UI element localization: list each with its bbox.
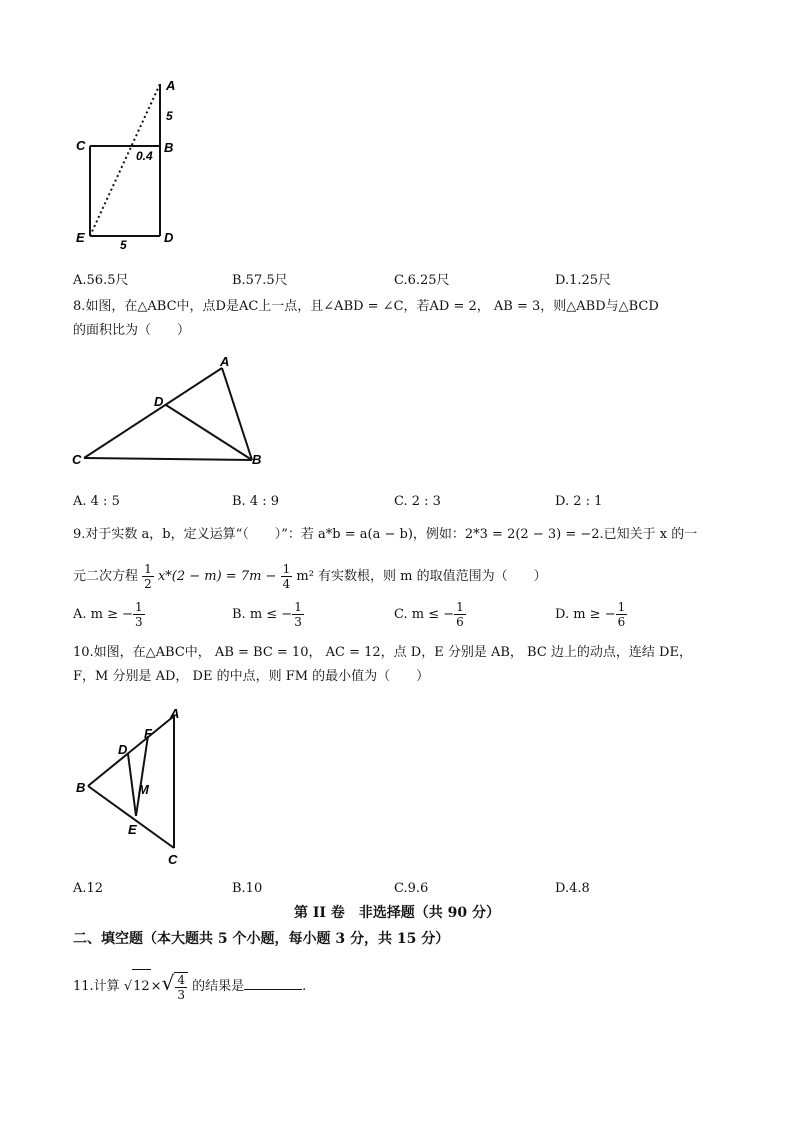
- q10-option-d: D.4.8: [555, 881, 590, 896]
- q11-answer-blank[interactable]: [244, 975, 302, 990]
- q11-stem: [73, 966, 306, 1004]
- q10-label-a: A: [170, 706, 180, 721]
- q10-stem-line1: 10.如图，在△ABC中， AB = BC = 10， AC = 12，点 D，E 分别是 AB， BC 边上的动点，连结 DE，: [73, 645, 692, 660]
- q7-label-c: C: [76, 138, 86, 153]
- q11-post: 的结果是: [192, 979, 245, 994]
- q7-option-b: B.57.5尺: [232, 273, 288, 288]
- q10-stem-line2: F，M 分别是 AD， DE 的中点，则 FM 的最小值为（ ）: [73, 669, 430, 684]
- q7-option-d: D.1.25尺: [555, 273, 612, 288]
- q9-line2-mid: x*(2 − m) = 7m −: [157, 569, 277, 584]
- q7-label-len-cb: 0.4: [136, 149, 153, 163]
- q8-option-c: C. 2 : 3: [394, 494, 441, 509]
- section2-title: 二、填空题（本大题共 5 个小题，每小题 3 分，共 15 分）: [73, 931, 450, 947]
- q9-stem-line1: 9.对于实数 a，b，定义运算“（ ）”：若 a*b = a(a − b)，例如：2*3 = 2(2 − 3) = −2.已知关于 x 的一: [73, 527, 698, 542]
- q9-stem-line2: [73, 560, 547, 594]
- q11-pre: 11.计算: [73, 979, 120, 994]
- q10-label-b: B: [76, 780, 86, 795]
- q7-label-a: A: [166, 78, 176, 93]
- q10-label-m: M: [138, 782, 149, 797]
- q10-figure: [70, 702, 194, 868]
- q9-option-a: A. m ≥ − $\frac{1}{3}$: [73, 600, 143, 629]
- q11-frac: $\frac{4}{3}$: [174, 972, 188, 1002]
- q10-label-c: C: [168, 852, 178, 867]
- q8-label-a: A: [220, 354, 230, 369]
- q9-frac-half: $\frac{1}{2}$: [144, 562, 152, 591]
- q7-figure: [72, 76, 182, 252]
- q10-option-c: C.9.6: [394, 881, 429, 896]
- q8-option-b: B. 4 : 9: [232, 494, 280, 509]
- q11-sqrt-12: √12: [124, 979, 151, 994]
- q9-line2-post: m² 有实数根，则 m 的取值范围为（ ）: [296, 569, 547, 584]
- q9-line2-pre: 元二次方程: [73, 569, 139, 584]
- q10-option-b: B.10: [232, 881, 263, 896]
- q10-option-a: A.12: [73, 881, 104, 896]
- q9-option-b: B. m ≤ − $\frac{1}{3}$: [232, 600, 302, 629]
- q8-figure: [68, 352, 274, 470]
- q11-end: .: [302, 979, 307, 994]
- q11-sqrt-frac: √: [161, 971, 175, 995]
- q8-label-c: C: [72, 452, 82, 467]
- q7-label-len-ed: 5: [120, 238, 127, 252]
- q10-label-d: D: [118, 742, 128, 757]
- q7-label-b: B: [164, 140, 174, 155]
- q7-option-a: A.56.5尺: [73, 273, 129, 288]
- q9-option-c: C. m ≤ − $\frac{1}{6}$: [394, 600, 464, 629]
- q11-times: ×: [150, 979, 162, 994]
- q7-label-e: E: [76, 230, 85, 245]
- q7-label-len-ab: 5: [166, 109, 173, 123]
- q7-label-d: D: [164, 230, 174, 245]
- q10-label-e: E: [128, 822, 137, 837]
- q8-option-d: D. 2 : 1: [555, 494, 603, 509]
- q8-label-b: B: [252, 452, 262, 467]
- q10-label-f: F: [144, 726, 152, 741]
- q9-option-d: D. m ≥ − $\frac{1}{6}$: [555, 600, 626, 629]
- q9-frac-quarter: $\frac{1}{4}$: [282, 562, 291, 591]
- q8-stem-line2: 的面积比为（ ）: [73, 323, 191, 338]
- q7-option-c: C.6.25尺: [394, 273, 450, 288]
- q8-stem-line1: 8.如图，在△ABC中，点D是AC上一点，且∠ABD = ∠C，若AD = 2， AB = 3，则△ABD与△BCD: [73, 299, 659, 314]
- q8-option-a: A. 4 : 5: [73, 494, 120, 509]
- q8-label-d: D: [154, 394, 164, 409]
- part2-title: 第 II 卷 非选择题（共 90 分）: [293, 905, 501, 921]
